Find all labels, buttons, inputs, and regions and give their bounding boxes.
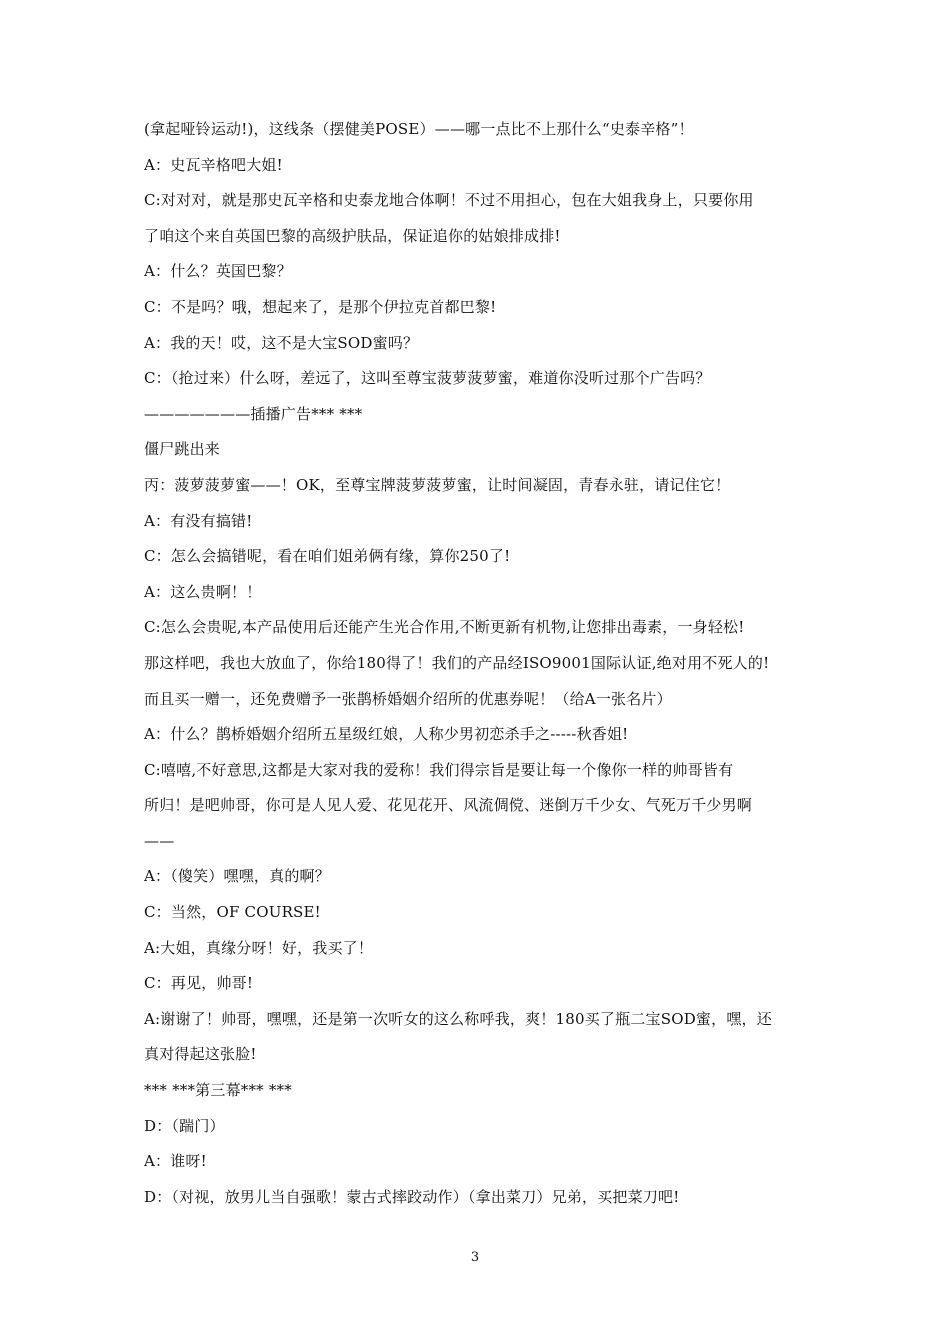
text-line: 丙：菠萝菠萝蜜——！OK，至尊宝牌菠萝菠萝蜜，让时间凝固，青春永驻，请记住它！ <box>144 475 731 494</box>
text-line: A：我的天！哎，这不是大宝SOD蜜吗？ <box>144 333 419 352</box>
page-number: 3 <box>470 1250 480 1265</box>
text-line: 而且买一赠一，还免费赠予一张鹊桥婚姻介绍所的优惠券呢！（给A一张名片） <box>144 689 672 708</box>
text-line: 所归！是吧帅哥，你可是人见人爱、花见花开、风流倜傥、迷倒万千少女、气死万千少男啊 <box>144 796 753 815</box>
text-line: A:大姐，真缘分呀！好，我买了！ <box>144 938 374 957</box>
text-line: A:谢谢了！帅哥，嘿嘿，还是第一次听女的这么称呼我，爽！180买了瓶二宝SOD蜜，嘿，还 <box>144 1009 772 1028</box>
text-line: A：有没有搞错! <box>144 511 253 530</box>
text-line: A：（傻笑）嘿嘿，真的啊？ <box>144 867 330 886</box>
text-line: D：（对视，放男儿当自强歌！蒙古式摔跤动作）（拿出菜刀）兄弟，买把菜刀吧! <box>144 1187 680 1206</box>
text-line: C：再见，帅哥! <box>144 974 254 993</box>
text-line: C:嘻嘻,不好意思,这都是大家对我的爱称！我们得宗旨是要让每一个像你一样的帅哥皆有 <box>144 760 734 779</box>
text-line: C:对对对，就是那史瓦辛格和史泰龙地合体啊！不过不用担心，包在大姐我身上，只要你用 <box>144 191 754 210</box>
text-line: A：这么贵啊！！ <box>144 582 262 601</box>
text-line: C：怎么会搞错呢，看在咱们姐弟俩有缘，算你250了! <box>144 547 511 566</box>
text-line: ———————插播广告*** *** <box>144 404 363 423</box>
text-line: 那这样吧，我也大放血了，你给180得了！我们的产品经ISO9001国际认证,绝对用不死人的! <box>144 653 770 672</box>
text-line: (拿起哑铃运动!)，这线条（摆健美POSE）——哪一点比不上那什么“史泰辛格”！ <box>144 120 694 138</box>
text-line: 真对得起这张脸! <box>144 1045 257 1064</box>
text-line: A：什么？英国巴黎？ <box>144 262 292 281</box>
text-line: *** ***第三幕*** *** <box>144 1081 292 1100</box>
text-line: A：谁呀! <box>144 1152 207 1171</box>
text-line: C:怎么会贵呢,本产品使用后还能产生光合作用,不断更新有机物,让您排出毒素，一身轻松! <box>144 618 745 637</box>
text-line: —— <box>144 831 175 850</box>
text-line: 僵尸跳出来 <box>144 440 221 459</box>
text-line: A：史瓦辛格吧大姐! <box>144 155 283 174</box>
text-line: C：（抢过来）什么呀，差远了，这叫至尊宝菠萝菠萝蜜，难道你没听过那个广告吗？ <box>144 369 711 388</box>
text-line: C：不是吗？哦，想起来了，是那个伊拉克首都巴黎! <box>144 297 497 316</box>
script-text-body <box>144 112 814 1215</box>
text-line: A：什么？鹊桥婚姻介绍所五星级红娘，人称少男初恋杀手之-----秋香姐! <box>144 725 629 744</box>
text-line: D：（踹门） <box>144 1116 225 1135</box>
text-line: C：当然，OF COURSE! <box>144 903 321 922</box>
text-line: 了咱这个来自英国巴黎的高级护肤品，保证追你的姑娘排成排! <box>144 226 561 245</box>
